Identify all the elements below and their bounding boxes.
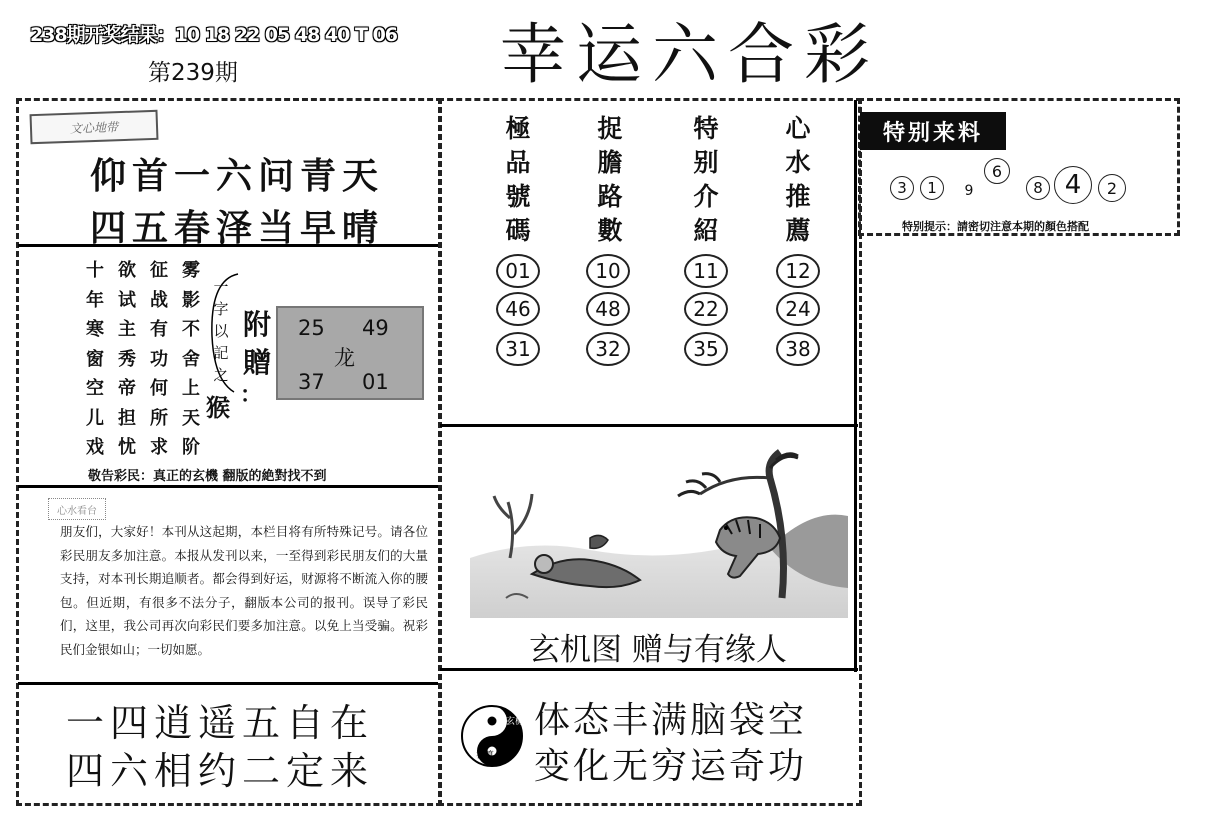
special-ball: 4 [1054,166,1092,204]
yinyang-label: 神算 [476,751,495,761]
special-ball: 1 [920,176,944,200]
number-ball: 12 [776,254,820,288]
number-ball: 10 [586,254,630,288]
gift-number: 01 [362,370,389,394]
column-heading: 捉 膽 路 數 [597,114,623,245]
number-ball: 48 [586,292,630,326]
special-material-title: 特别来料 [860,112,1006,150]
issue-number: 第239期 [148,60,238,86]
poem-grid-column: 征 战 有 功 何 所 求 [150,260,168,458]
number-ball: 22 [684,292,728,326]
section-tag: 心水看台 [48,498,106,520]
poem-grid-column: 雾 影 不 舍 上 天 阶 [182,260,200,458]
special-tip: 特别提示：請密切注意本期的顏色搭配 [902,220,1089,233]
special-ball: 8 [1026,176,1050,200]
divider [440,424,858,427]
column-heading: 特 别 介 紹 [693,114,719,245]
gift-number: 37 [298,370,325,394]
divider [854,100,857,672]
number-ball: 31 [496,332,540,366]
poem-grid-column: 欲 试 主 秀 帝 担 忧 [118,260,136,458]
gift-label: 附 贈 [242,308,271,379]
number-ball: 24 [776,292,820,326]
number-ball: 38 [776,332,820,366]
previous-result: 238期开奖结果：10 18 22 05 48 40 T 06 [30,24,398,46]
zodiac-hint: 猴 [206,394,230,422]
right-poem-line-1: 体态丰满脑袋空 [534,700,808,741]
column-heading: 心 水 推 薦 [785,114,811,245]
column-heading: 極 品 號 碼 [505,114,531,245]
number-ball: 32 [586,332,630,366]
yinyang-label: 玄機 [506,717,525,727]
number-ball: 46 [496,292,540,326]
divider [18,485,438,488]
yinyang-icon [456,700,528,772]
special-ball: 3 [890,176,914,200]
letter-text: 朋友们，大家好！本刊从这起期，本栏目将有所特殊记号。请各位彩民朋友多加注意。本报从发刊以来，一至得到彩民朋友们的大量支持，对本刊长期追顺者。都会得到好运，财源将不断流入你的腰包。但近期，有很多不法分子，翻版本公司的报刊。误导了彩民们，这里，我公司再次向彩民们要多加注意。以免上当受骗。祝彩民们金银如山；一切如愿。 [60,524,428,657]
gift-colon: ： [240,383,263,408]
number-ball: 01 [496,254,540,288]
right-poem-line-2: 变化无穷运奇功 [534,746,808,787]
notice-text: 敬告彩民：真正的玄機 翻版的絶對找不到 [88,469,327,484]
special-ball: 9 [958,180,980,202]
gift-box [276,306,424,400]
memo-column: 一 字 以 記 之 [213,278,229,384]
page-title: 幸运六合彩 [500,16,880,93]
section-tag: 文心地带 [30,110,159,144]
bottom-poem-line-1: 一四逍遥五自在 [66,701,375,745]
gift-number: 49 [362,316,389,340]
number-ball: 11 [684,254,728,288]
bottom-poem-line-2: 四六相约二定来 [66,749,375,793]
gift-number: 25 [298,316,325,340]
special-ball: 2 [1098,174,1126,202]
mystery-illustration [470,438,848,618]
poem-grid-column: 十 年 寒 窗 空 儿 戏 [86,260,104,458]
gift-zodiac: 龙 [334,346,355,370]
special-ball: 6 [984,158,1010,184]
poem-line-1: 仰首一六问青天 [90,155,385,197]
number-ball: 35 [684,332,728,366]
divider [18,682,438,685]
poem-line-2: 四五春泽当早晴 [90,207,385,249]
picture-caption: 玄机图 赠与有缘人 [529,632,787,668]
